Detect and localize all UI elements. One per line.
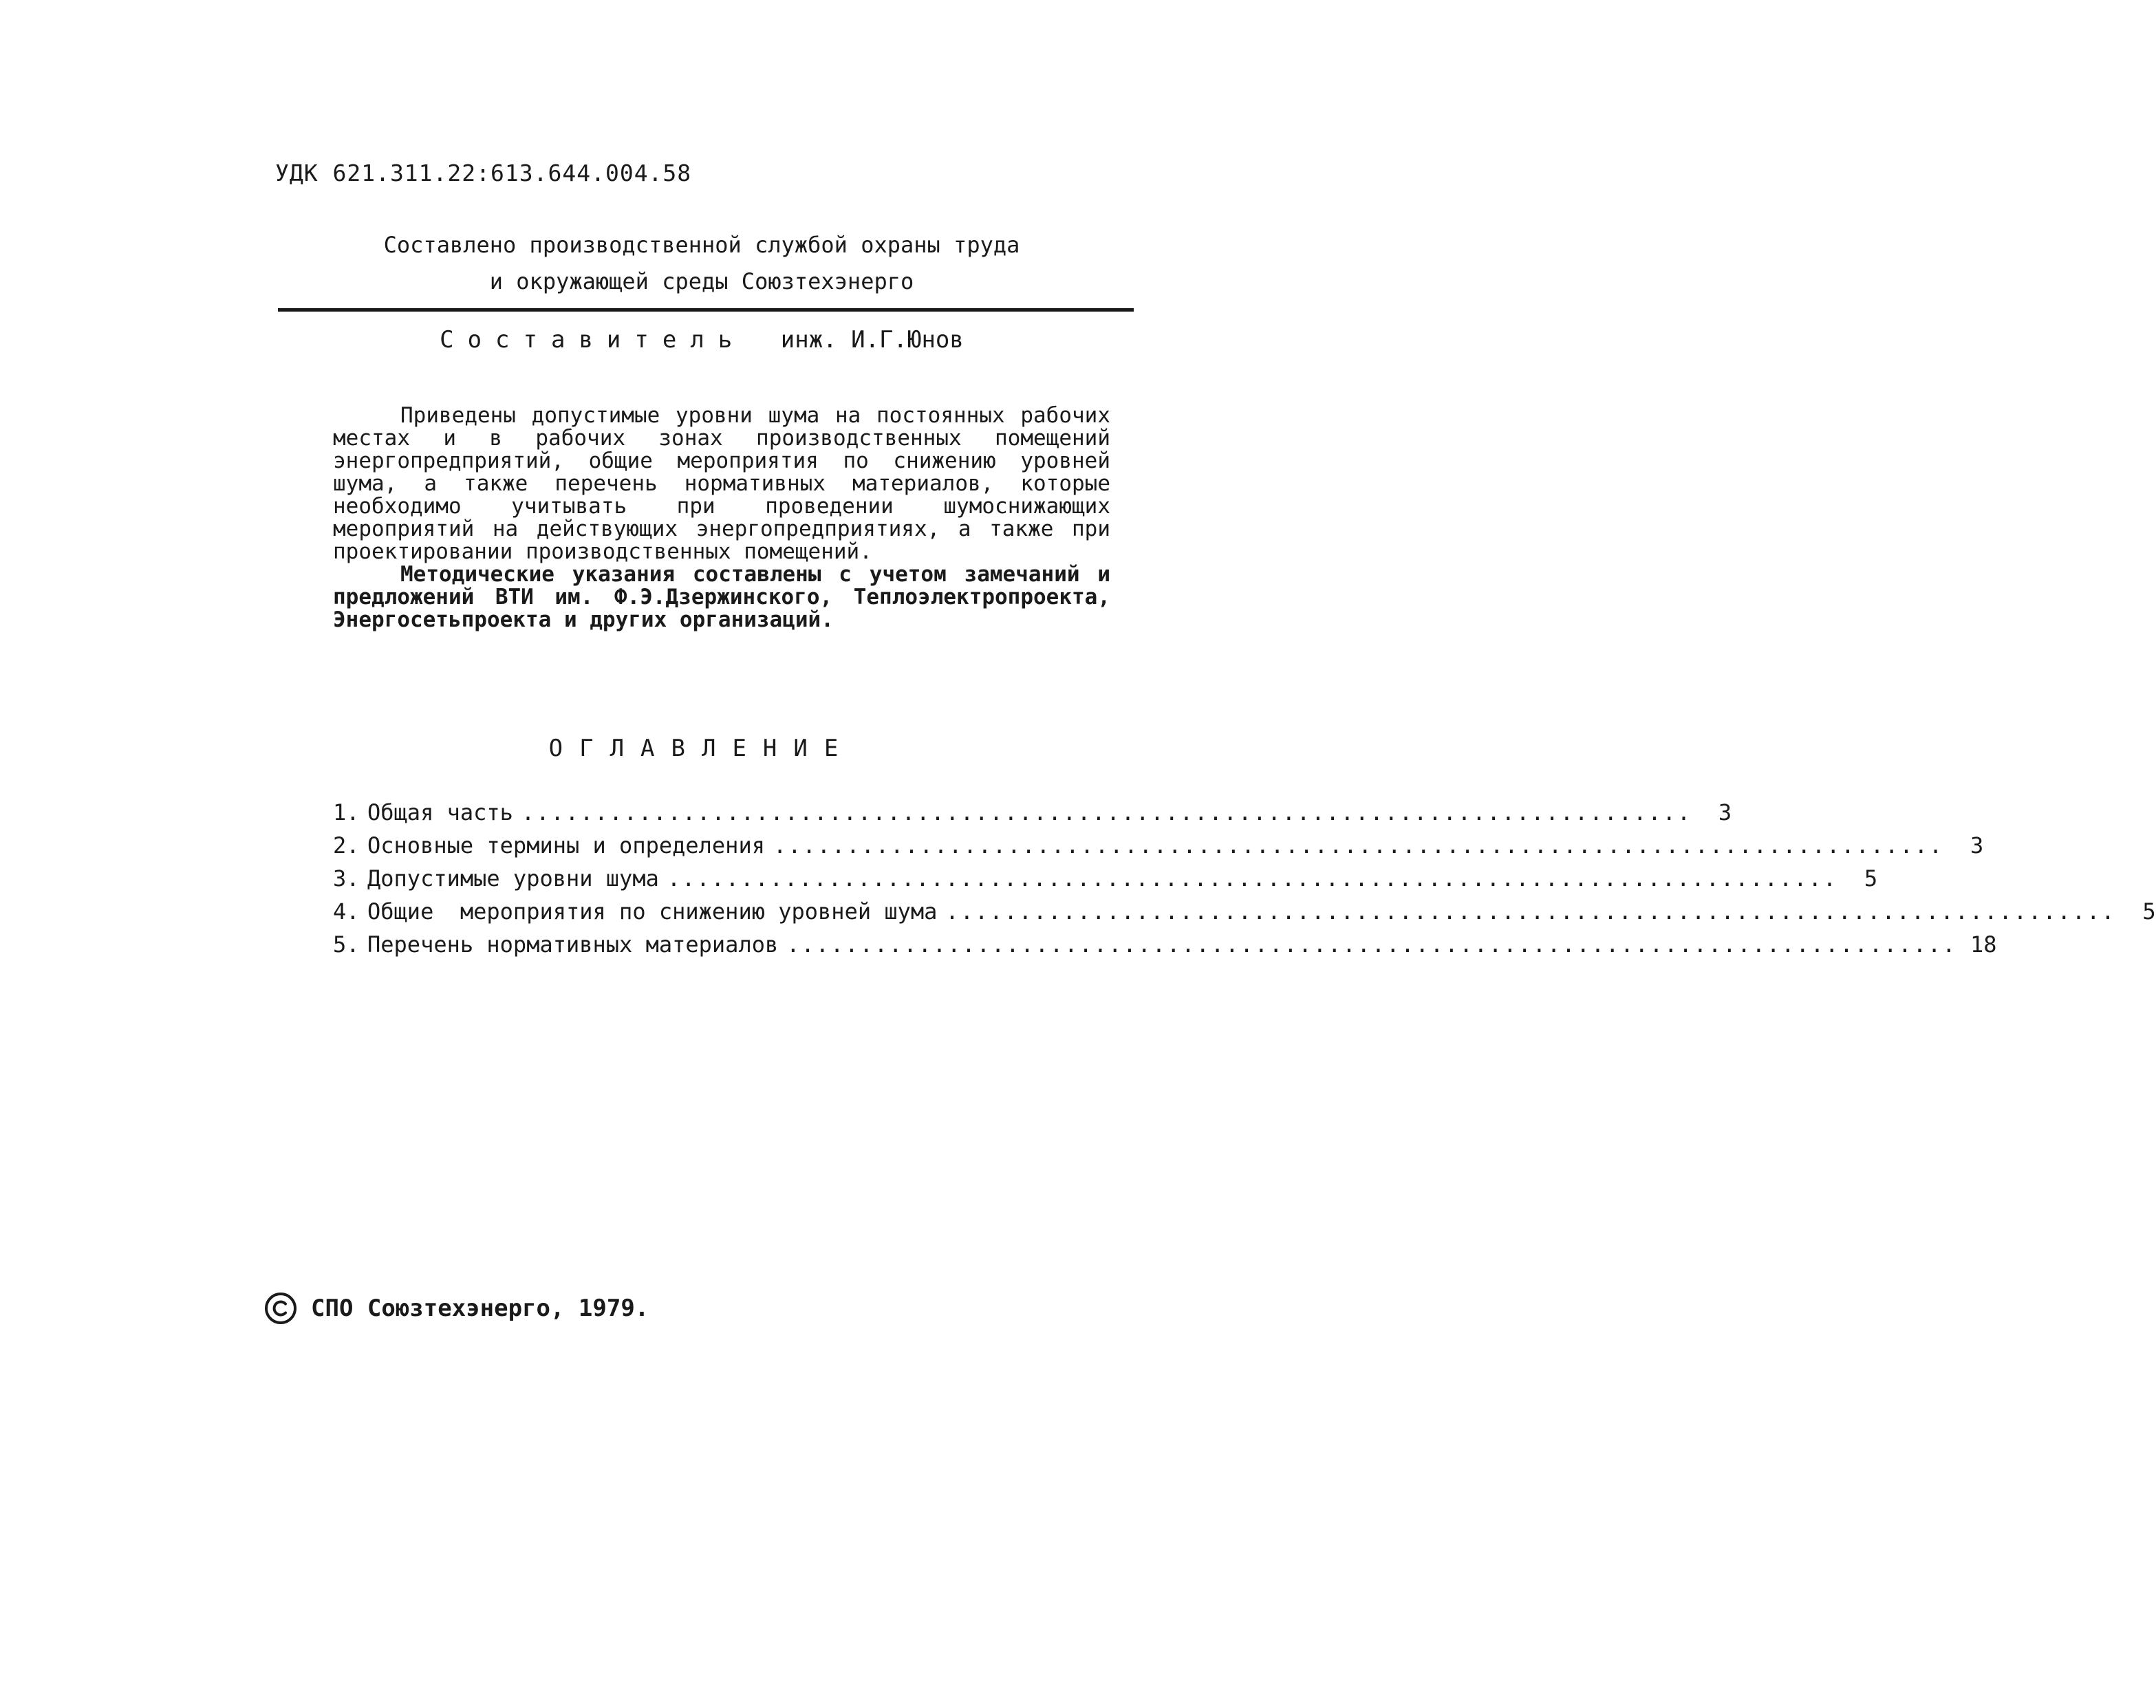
toc-item-page: 18 xyxy=(1970,931,1997,958)
toc-leader-dots: ................................................................................ xyxy=(786,931,1957,958)
toc-item xyxy=(333,799,1732,832)
toc-leader-dots: ................................................................................ xyxy=(773,832,1944,858)
table-of-contents xyxy=(333,799,2156,964)
toc-item-label: Общая часть xyxy=(367,799,513,825)
compiler-label: Составитель xyxy=(440,326,746,354)
toc-item xyxy=(333,898,2156,931)
abstract-paragraph-2: Методические указания составлены с учетом замечаний и предложений ВТИ им. Ф.Э.Дзержинского, Теплоэлектропроекта, Энергосетьпроекта и других организаций. xyxy=(333,562,1110,632)
horizontal-rule xyxy=(278,308,1134,312)
compiled-by-statement xyxy=(275,227,1128,300)
udk-code: УДК 621.311.22:613.644.004.58 xyxy=(275,160,692,186)
compiled-by-line-1: Составлено производственной службой охраны труда xyxy=(383,232,1020,258)
toc-item-number: 3. xyxy=(333,865,360,891)
toc-item-label: Перечень нормативных материалов xyxy=(367,931,779,958)
toc-item-label: Общие мероприятия по снижению уровней шума xyxy=(367,898,938,925)
toc-item xyxy=(333,832,1984,865)
toc-item-label: Основные термины и определения xyxy=(367,832,765,858)
toc-item-label: Допустимые уровни шума xyxy=(367,865,659,891)
toc-item xyxy=(333,865,1878,898)
abstract xyxy=(333,404,1110,631)
toc-item-number: 4. xyxy=(333,898,360,925)
toc-leader-dots: ................................................................................ xyxy=(521,799,1692,825)
toc-item-number: 2. xyxy=(333,832,360,858)
toc-item-page: 3 xyxy=(1718,799,1732,825)
toc-leader-dots: ................................................................................ xyxy=(667,865,1838,891)
compiler-line xyxy=(275,326,1128,354)
compiler-name: инж. И.Г.Юнов xyxy=(780,326,964,354)
toc-item-page: 3 xyxy=(1970,832,1984,858)
compiled-by-line-2: и окружающей среды Союзтехэнерго xyxy=(489,268,914,294)
copyright-icon xyxy=(264,1292,297,1325)
toc-title: ОГЛАВЛЕНИЕ xyxy=(548,735,855,762)
toc-leader-dots: ................................................................................ xyxy=(945,898,2116,925)
toc-item-number: 1. xyxy=(333,799,360,825)
toc-item-page: 5 xyxy=(2142,898,2156,925)
copyright-text: СПО Союзтехэнерго, 1979. xyxy=(311,1295,649,1322)
toc-item-number: 5. xyxy=(333,931,360,958)
toc-item xyxy=(333,931,1997,964)
abstract-paragraph-1: Приведены допустимые уровни шума на постоянных рабочих местах и в рабочих зонах производственных помещений энергопредприятий, общие мероприятия по снижению уровней шума, а также перечень нормативных материалов, которые необходимо учитывать при проведении шумоснижающих мероприятий на действующих энергопредприятиях, а также при проектировании производственных помещений. xyxy=(333,403,1110,564)
toc-item-page: 5 xyxy=(1864,865,1878,891)
copyright-notice xyxy=(264,1292,649,1325)
